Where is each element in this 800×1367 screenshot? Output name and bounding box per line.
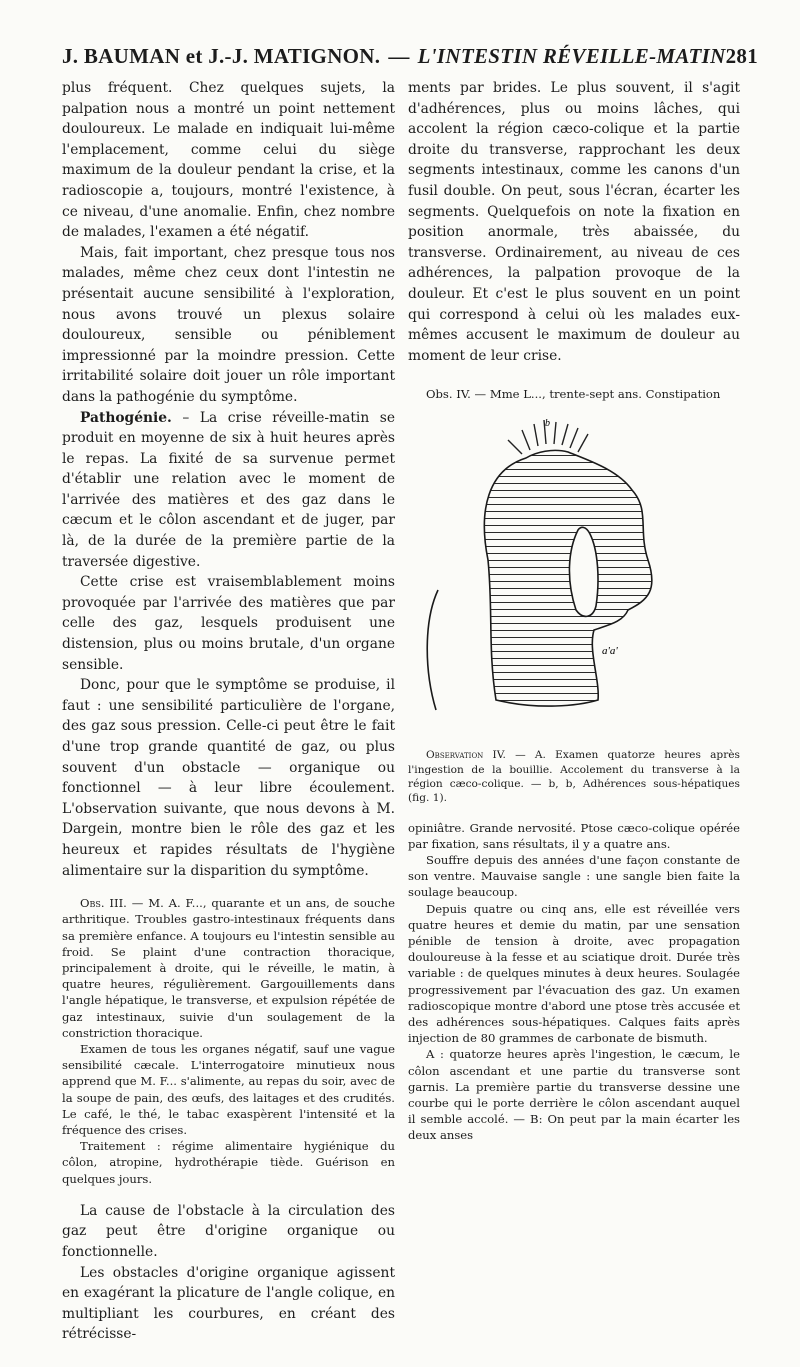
paragraph: Cette crise est vraisemblablement moins provoquée par l'arrivée des matières que par celle des gaz, lesquels produisent une distension, plus ou moins brutale, d'un organe sensible. — [62, 574, 395, 673]
observation-4-title: Obs. IV. — Mme L..., trente-sept ans. Constipation — [426, 387, 721, 402]
paragraph: Les obstacles d'origine organique agissent en exagérant la plicature de l'angle colique, en multipliant les courbures, en créant des rétrécisse- — [62, 1264, 395, 1343]
left-column — [62, 78, 395, 1367]
running-header — [62, 44, 759, 72]
paragraph: Donc, pour que le symptôme se produise, il faut : une sensibilité particulière de l'organe, des gaz sous pression. Celle-ci peut être le fait d'une trop grande quantité de gaz, ou plus souvent d'un obstacle — organique ou fonctionnel — à leur libre écoulement. L'observation suivante, que nous devons à M. Dargein, montre bien le rôle des gaz et les heureux et rapides résultats de l'hygiène alimentaire sur la disparition du symptôme. — [62, 677, 395, 879]
observation-paragraph: Souffre depuis des années d'une façon constante de son ventre. Mauvaise sangle : une sangle bien faite la soulage beaucoup. — [408, 852, 740, 900]
figure-caption — [408, 748, 740, 805]
paragraph: plus fréquent. Chez quelques sujets, la palpation nous a montré un point nettement douloureux. Le malade en indiquait lui-même l'emplacement, comme celui du siège maximum de la douleur pendant la crise, et la radioscopie a, toujours, montré l'existence, à ce niveau, d'une anomalie. Enfin, chez nombre de malades, l'examen a été négatif. — [62, 80, 395, 241]
observation-label: Obs. III. — [80, 896, 127, 911]
caption-text: — A. Examen quatorze heures après l'ingestion de la bouillie. Accolement du transverse à la région cæco-colique. — b, b, Adhérences sous-hépatiques (fig. 1). — [408, 749, 740, 805]
abdomen-outline — [427, 590, 438, 710]
colon-outline — [484, 451, 652, 707]
header-dash: — — [388, 44, 410, 68]
observation-paragraph: opiniâtre. Grande nervosité. Ptose cæco-colique opérée par fixation, sans résultats, il y a quatre ans. — [408, 820, 740, 851]
observation-paragraph: A : quatorze heures après l'ingestion, le cæcum, le côlon ascendant et une partie du transverse sont garnis. La première partie du transverse dessine une courbe qui le porte derrière le côlon ascendant auquel il semble accolé. — B: On peut par la main écarter les deux anses — [408, 1047, 740, 1143]
observation-text: — M. A. F..., quarante et un ans, de souche arthritique. Troubles gastro-intestinaux fréquents dans sa première enfance. A toujours eu l'intestin sensible au froid. Se plaint d'une contraction thoracique, principalement à droite, qui le réveille, le matin, à quatre heures, régulièrement. Gargouillements dans l'angle hépatique, le transverse, et expulsion répétée de gaz intestinaux, suivie d'un soulagement de la constriction thoracique. — [62, 896, 395, 1040]
header-authors: J. BAUMAN et J.-J. MATIGNON. — [62, 44, 381, 68]
right-column — [408, 78, 740, 1144]
observation-paragraph: Traitement : régime alimentaire hygiénique du côlon, atropine, hydrothérapie tiède. Guérison en quelques jours. — [62, 1139, 395, 1186]
observation-paragraph: Examen de tous les organes négatif, sauf une vague sensibilité cæcale. L'interrogatoire minutieux nous apprend que M. F... s'alimente, au repas du soir, avec de la soupe de pain, des œufs, des laitages et des crudités. Le café, le thé, le tabac exaspèrent l'intensité et la fréquence des crises. — [62, 1041, 395, 1137]
paragraph: La cause de l'obstacle à la circulation des gaz peut être d'origine organique ou fonctionnelle. — [62, 1202, 395, 1260]
paragraph: Mais, fait important, chez presque tous nos malades, même chez ceux dont l'intestin ne présentait aucune sensibilité à l'exploration, nous avons trouvé un plexus solaire douloureux, sensible ou péniblement impressionné par la moindre pression. Cette irritabilité solaire doit jouer un rôle important dans la pathogénie du symptôme. — [62, 244, 395, 405]
section-heading: Pathogénie. — [80, 409, 172, 426]
paragraph-text: – La crise réveille-matin se produit en moyenne de six à huit heures après le repas. La fixité de sa survenue permet d'établir une relation avec le moment de l'arrivée des matières et des gaz dans le cæcum et le côlon ascendant et de juger, par là, de la durée de la première partie de la traversée digestive. — [62, 409, 395, 570]
observation-paragraph: Depuis quatre ou cinq ans, elle est réveillée vers quatre heures et demie du matin, par une sensation pénible de tension à droite, avec propagation douloureuse à la fesse et au sciatique droit. Durée très variable : de quelques minutes à deux heures. Soulagée progressivement par l'évacuation des gaz. Un examen radioscopique montre d'abord une ptose très accusée et des adhérences sous-hépatiques. Calques faits après injection de 80 grammes de carbonate de bismuth. — [408, 901, 740, 1046]
observation-3 — [62, 895, 395, 1041]
paragraph: ments par brides. Le plus souvent, il s'agit d'adhérences, plus ou moins lâches, qui accolent la région cæco-colique et la partie droite du transverse, rapprochant les deux segments intestinaux, comme les canons d'un fusil double. On peut, sous l'écran, écarter les segments. Quelquefois on note la fixation en position anormale, très abaissée, du transverse. Ordinairement, au niveau de ces adhérences, la palpation provoque de la douleur. Et c'est le plus souvent en un point qui correspond à celui où les malades eux-mêmes accusent le maximum de douleur au moment de leur crise. — [408, 80, 740, 364]
caption-label: Observation IV. — [426, 749, 506, 762]
header-title: L'INTESTIN RÉVEILLE-MATIN — [417, 44, 726, 68]
radiograph-tracing-figure — [418, 410, 718, 740]
bleed-through-decoration — [62, 1347, 395, 1367]
figure-label-aa: a'a' — [602, 645, 618, 658]
paragraph-pathogenie — [62, 408, 395, 573]
figure-label-b: b — [545, 418, 550, 430]
page-number: 281 — [725, 44, 759, 68]
